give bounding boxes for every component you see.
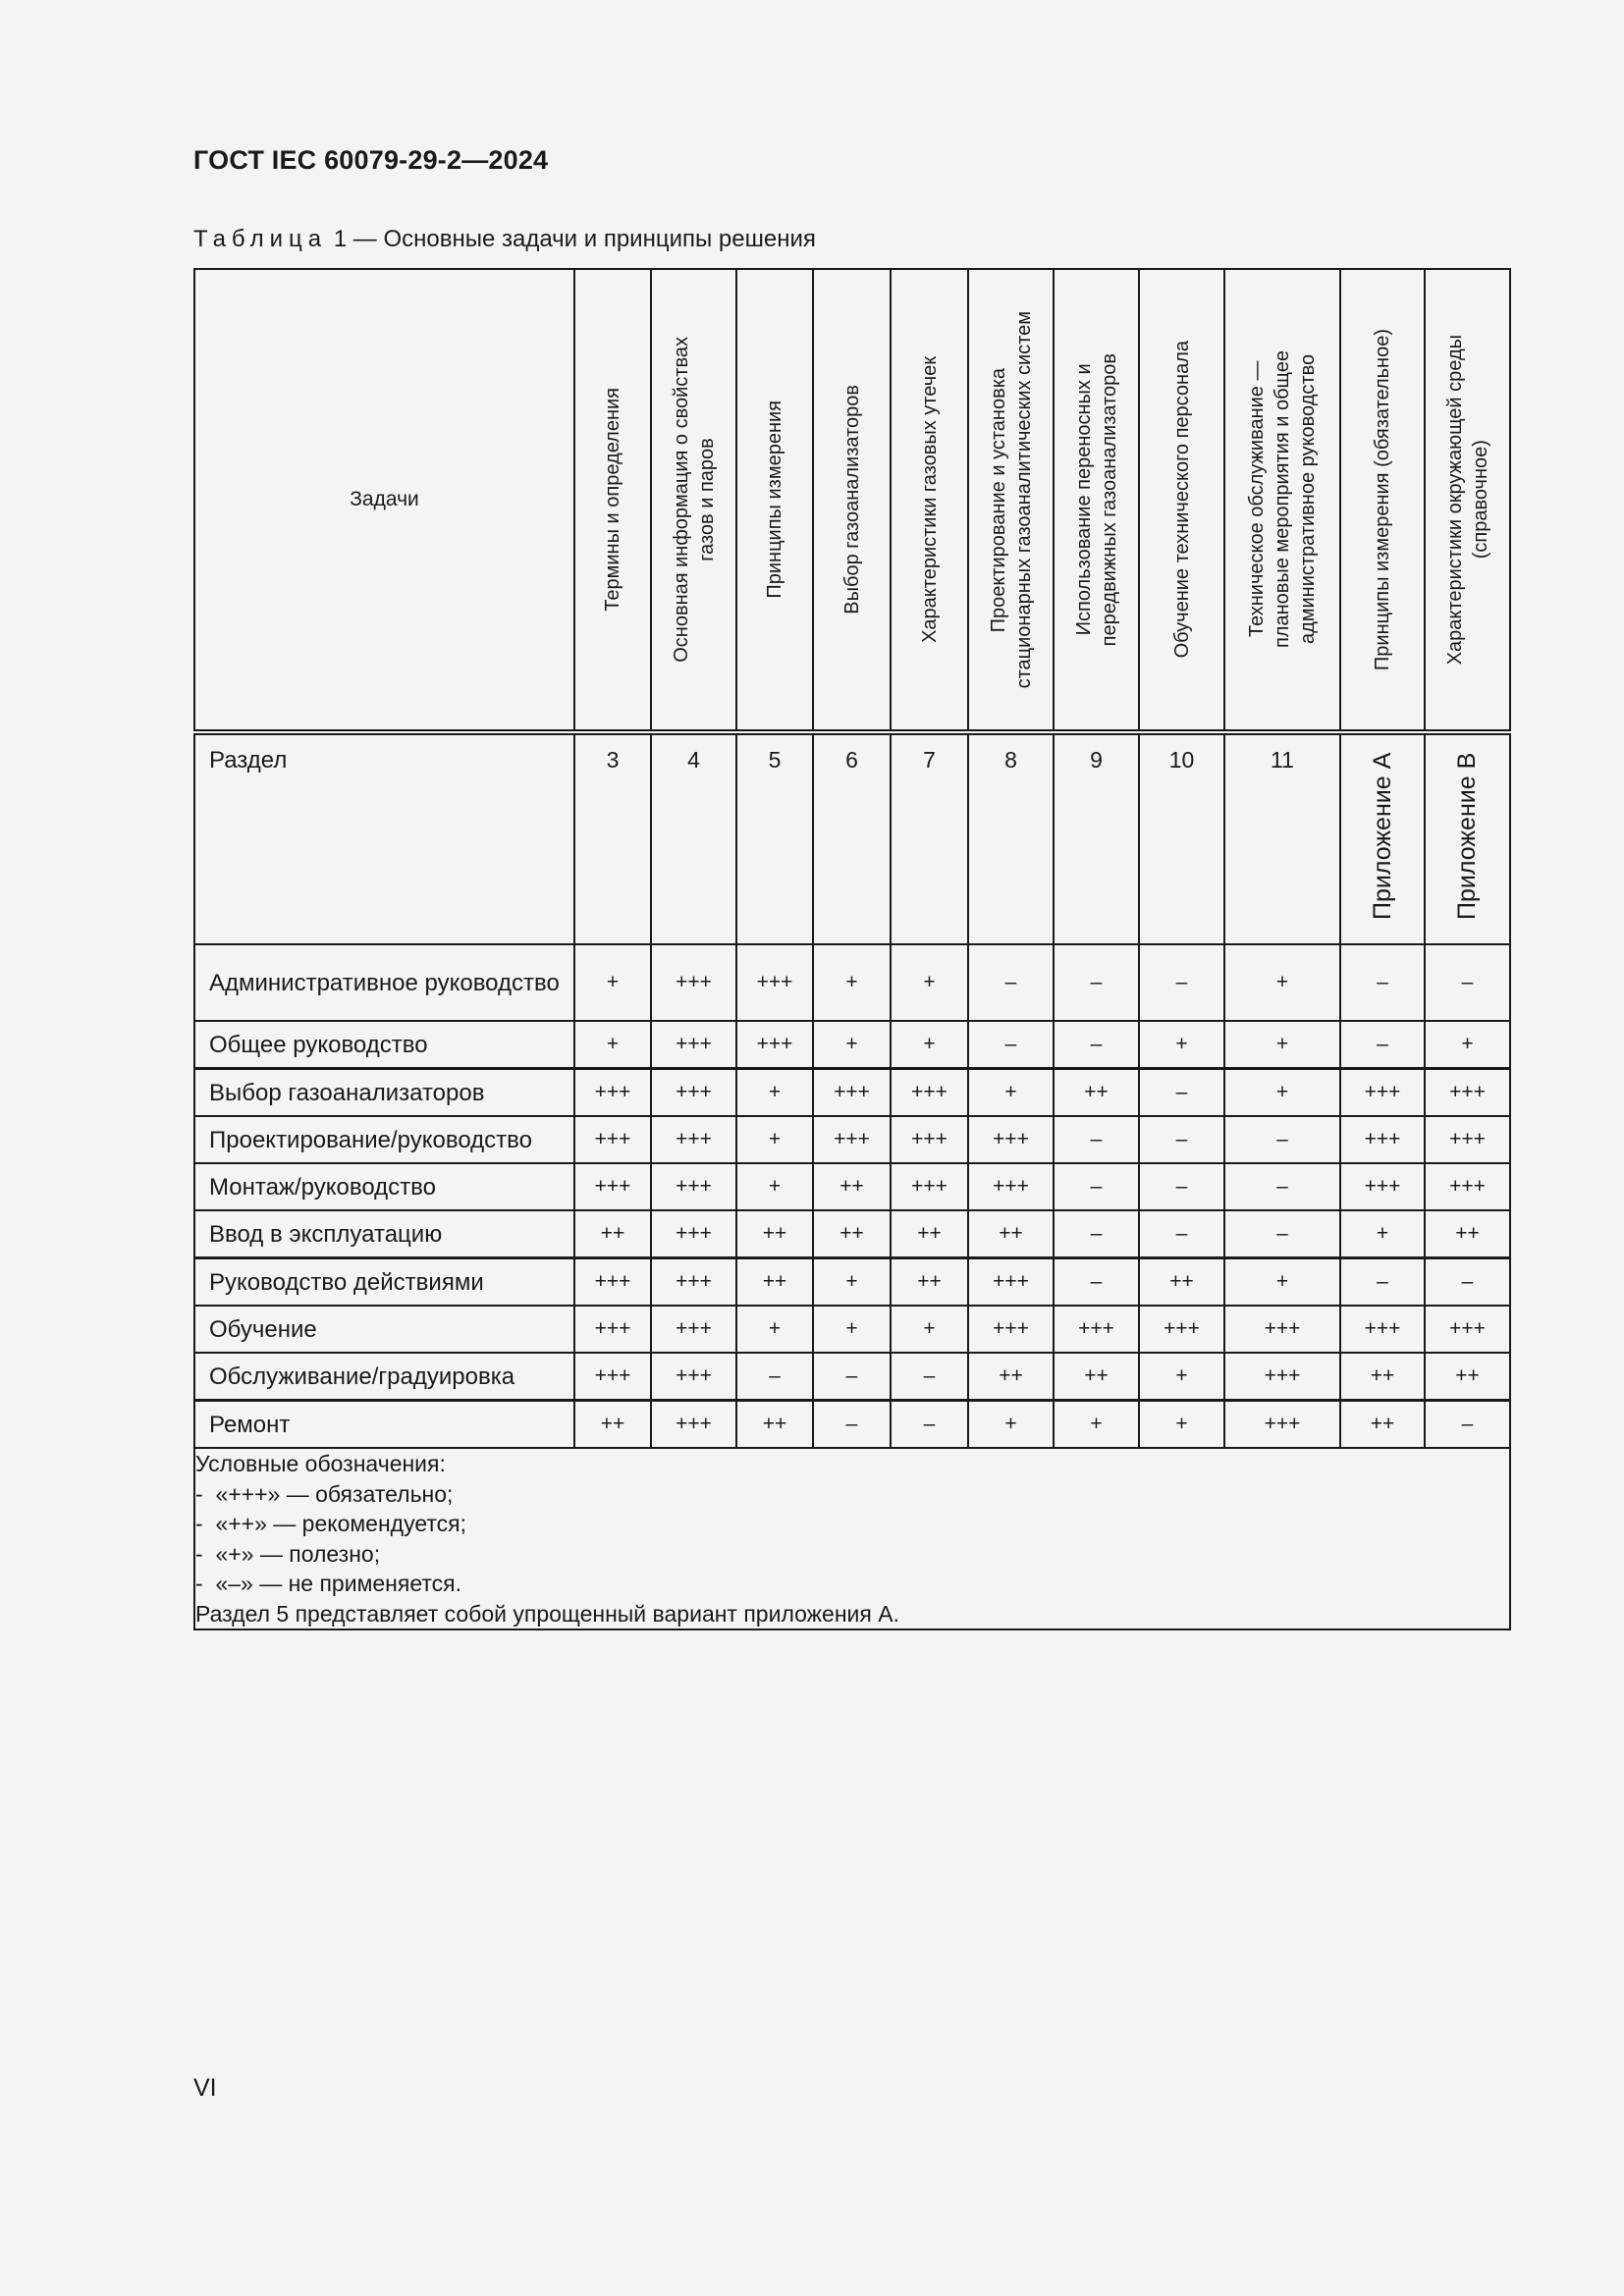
column-header-text [762,400,787,599]
section-label: Раздел [194,732,574,944]
column-header-line: Использование переносных и [1072,363,1095,636]
legend-line: - «–» — не применяется. [195,1571,461,1596]
rating-cell: – [813,1353,891,1401]
column-header-text [986,311,1037,688]
rating-cell: + [574,1021,651,1069]
rating-cell: ++ [1054,1353,1139,1401]
table-row [194,1069,1510,1117]
rating-cell: ++ [968,1210,1054,1258]
rating-cell: – [1224,1210,1340,1258]
section-number: 6 [845,747,858,773]
rating-cell: + [1139,1401,1224,1449]
rating-cell: +++ [574,1116,651,1163]
column-header-cell [736,269,813,732]
rating-cell: ++ [736,1401,813,1449]
task-name: Выбор газоанализаторов [194,1069,574,1117]
rating-cell: +++ [651,1210,736,1258]
rating-cell: ++ [891,1210,968,1258]
column-header-line: Принципы измерения (обязательное) [1372,328,1393,671]
rating-cell: + [736,1116,813,1163]
column-header-text [1071,353,1122,646]
rating-cell: +++ [1224,1401,1340,1449]
rating-cell: – [1054,1258,1139,1307]
rating-cell: + [736,1306,813,1353]
rating-cell: +++ [1224,1306,1340,1353]
rating-cell: – [968,944,1054,1021]
table-row [194,1258,1510,1307]
column-header-line: Основная информация о свойствах [670,337,692,663]
rating-cell: + [891,1021,968,1069]
page-number: VI [193,2074,217,2102]
rating-cell: + [1139,1021,1224,1069]
table-row [194,1401,1510,1449]
rating-cell: – [1340,944,1425,1021]
section-cell [1425,732,1510,944]
task-name: Административное руководство [194,944,574,1021]
task-name: Ремонт [194,1401,574,1449]
column-header-line: Техническое обслуживание — [1246,361,1268,638]
section-cell [1224,732,1340,944]
rating-cell: + [1224,1069,1340,1117]
table-row [194,1306,1510,1353]
rating-cell: + [891,1306,968,1353]
rating-cell: +++ [968,1163,1054,1210]
column-header-cell [891,269,968,732]
section-cell [813,732,891,944]
rating-cell: ++ [813,1163,891,1210]
rating-cell: – [1054,1163,1139,1210]
rating-cell: +++ [891,1163,968,1210]
rating-cell: ++ [574,1210,651,1258]
rating-cell: + [968,1401,1054,1449]
rating-cell: – [1139,944,1224,1021]
rating-cell: – [1054,1116,1139,1163]
rating-cell: +++ [651,1306,736,1353]
document-header: ГОСТ IEC 60079-29-2—2024 [193,145,549,175]
column-header-cell [574,269,651,732]
rating-cell: ++ [736,1210,813,1258]
rating-cell: ++ [968,1353,1054,1401]
column-header-line: (справочное) [1469,440,1491,560]
rating-cell: + [736,1163,813,1210]
task-name: Ввод в эксплуатацию [194,1210,574,1258]
rating-cell: ++ [1425,1353,1510,1401]
rating-cell: +++ [651,1069,736,1117]
column-header-row [194,269,1510,732]
rating-cell: ++ [891,1258,968,1307]
rating-cell: +++ [574,1353,651,1401]
task-name: Руководство действиями [194,1258,574,1307]
rating-cell: ++ [1340,1401,1425,1449]
section-number: 4 [687,747,700,773]
column-header-line: Характеристики окружающей среды [1443,334,1466,666]
rating-cell: +++ [574,1258,651,1307]
rating-cell: + [574,944,651,1021]
legend-line: - «++» — рекомендуется; [195,1511,466,1536]
rating-cell: – [1425,1401,1510,1449]
rating-cell: + [736,1069,813,1117]
column-header-cell [1340,269,1425,732]
rating-cell: +++ [968,1258,1054,1307]
column-header-text [1169,341,1195,658]
column-header-text [1370,329,1395,670]
rating-cell: + [891,944,968,1021]
rating-cell: +++ [968,1306,1054,1353]
rating-cell: + [813,1258,891,1307]
rating-cell: ++ [1054,1069,1139,1117]
rating-cell: – [1425,944,1510,1021]
column-header-text [669,337,720,663]
column-header-cell [968,269,1054,732]
section-cell [1054,732,1139,944]
column-header-cell [1224,269,1340,732]
table-row [194,1021,1510,1069]
column-header-text [1244,350,1321,648]
column-header-line: газов и паров [695,438,718,561]
rating-cell: +++ [651,1353,736,1401]
task-name: Общее руководство [194,1021,574,1069]
rating-cell: +++ [651,1163,736,1210]
rating-cell: – [1224,1116,1340,1163]
rating-cell: +++ [968,1116,1054,1163]
rating-cell: +++ [1340,1163,1425,1210]
column-header-line: стационарных газоаналитических систем [1012,310,1035,689]
rating-cell: + [1224,1258,1340,1307]
rating-cell: + [1340,1210,1425,1258]
column-header-line: Выбор газоанализаторов [840,385,863,614]
column-header-line: административное руководство [1297,354,1319,645]
rating-cell: +++ [1340,1116,1425,1163]
caption-text: 1 — Основные задачи и принципы решения [327,226,816,252]
rating-cell: – [968,1021,1054,1069]
rating-cell: +++ [651,1021,736,1069]
rating-cell: +++ [891,1069,968,1117]
section-number: 8 [1004,747,1017,773]
column-header-line: Термины и определения [602,388,623,612]
legend-line: Раздел 5 представляет собой упрощенный вариант приложения А. [195,1600,899,1627]
section-number: 9 [1090,747,1103,773]
caption-prefix: Таблица [193,226,328,252]
rating-cell: + [1425,1021,1510,1069]
rating-cell: +++ [651,1258,736,1307]
rating-cell: +++ [1340,1306,1425,1353]
section-cell [736,732,813,944]
column-header-text [917,356,943,643]
section-cell [891,732,968,944]
legend-line: - «+» — полезно; [195,1540,381,1567]
section-cell [1340,732,1425,944]
rating-cell: ++ [1139,1258,1224,1307]
table-row [194,1353,1510,1401]
task-name: Проектирование/руководство [194,1116,574,1163]
rating-cell: ++ [813,1210,891,1258]
rating-cell: ++ [1425,1210,1510,1258]
table-row [194,944,1510,1021]
section-number: 7 [923,747,936,773]
rating-cell: – [1139,1069,1224,1117]
rating-cell: + [1224,944,1340,1021]
rating-cell: – [1425,1258,1510,1307]
rating-cell: + [968,1069,1054,1117]
rating-cell: +++ [1224,1353,1340,1401]
section-cell [651,732,736,944]
rating-cell: + [1139,1353,1224,1401]
table-row [194,1116,1510,1163]
rating-cell: +++ [651,944,736,1021]
table-caption [193,226,816,253]
column-header-cell [1139,269,1224,732]
section-number: 5 [768,747,782,773]
column-header-line: Обучение технического персонала [1170,341,1193,659]
legend [194,1448,1510,1629]
rating-cell: +++ [574,1306,651,1353]
legend-line: Условные обозначения: [195,1451,446,1476]
rating-cell: – [1139,1116,1224,1163]
rating-cell: – [1139,1210,1224,1258]
column-header-text [839,385,865,614]
rating-cell: +++ [1425,1116,1510,1163]
rating-cell: +++ [1139,1306,1224,1353]
column-header-cell [1054,269,1139,732]
legend-line: - «+++» — обязательно; [195,1480,454,1507]
rating-cell: +++ [651,1116,736,1163]
column-header-text [1442,335,1493,665]
rating-cell: +++ [574,1069,651,1117]
rating-cell: – [891,1401,968,1449]
task-name: Обучение [194,1306,574,1353]
rating-cell: + [813,944,891,1021]
column-header-cell [1425,269,1510,732]
rating-cell: – [1054,1021,1139,1069]
rating-cell: + [1224,1021,1340,1069]
tasks-header-cell: Задачи [194,269,574,732]
column-header-text [600,388,625,612]
column-header-line: плановые мероприятия и общее [1272,350,1293,649]
section-number: 10 [1168,747,1195,773]
column-header-line: передвижных газоанализаторов [1098,352,1120,647]
rating-cell: + [813,1021,891,1069]
rating-cell: – [736,1353,813,1401]
rating-cell: +++ [651,1401,736,1449]
task-name: Обслуживание/градуировка [194,1353,574,1401]
column-header-line: Проектирование и установка [987,367,1009,632]
section-number: 3 [606,747,620,773]
rating-cell: + [813,1306,891,1353]
rating-cell: +++ [1340,1069,1425,1117]
table-row [194,1163,1510,1210]
column-header-line: Принципы измерения [764,400,785,599]
rating-cell: +++ [736,944,813,1021]
rating-cell: +++ [813,1116,891,1163]
rating-cell: +++ [574,1163,651,1210]
section-row [194,732,1510,944]
rating-cell: – [1340,1021,1425,1069]
rating-cell: + [1054,1401,1139,1449]
section-number: Приложение В [1453,752,1481,920]
section-cell [574,732,651,944]
rating-cell: – [891,1353,968,1401]
rating-cell: +++ [1054,1306,1139,1353]
rating-cell: +++ [891,1116,968,1163]
table-row [194,1210,1510,1258]
rating-cell: +++ [813,1069,891,1117]
rating-cell: +++ [1425,1069,1510,1117]
rating-cell: +++ [1425,1163,1510,1210]
rating-cell: – [1139,1163,1224,1210]
section-cell [968,732,1054,944]
section-cell [1139,732,1224,944]
section-number: Приложение А [1368,752,1396,920]
tasks-table [193,268,1511,1630]
rating-cell: ++ [736,1258,813,1307]
rating-cell: – [1054,944,1139,1021]
rating-cell: – [1340,1258,1425,1307]
task-name: Монтаж/руководство [194,1163,574,1210]
rating-cell: +++ [1425,1306,1510,1353]
section-number: 11 [1271,747,1294,773]
rating-cell: – [1224,1163,1340,1210]
column-header-line: Характеристики газовых утечек [918,356,941,643]
legend-row [194,1448,1510,1629]
rating-cell: +++ [736,1021,813,1069]
rating-cell: ++ [574,1401,651,1449]
rating-cell: – [813,1401,891,1449]
column-header-cell [651,269,736,732]
rating-cell: – [1054,1210,1139,1258]
column-header-cell [813,269,891,732]
rating-cell: ++ [1340,1353,1425,1401]
